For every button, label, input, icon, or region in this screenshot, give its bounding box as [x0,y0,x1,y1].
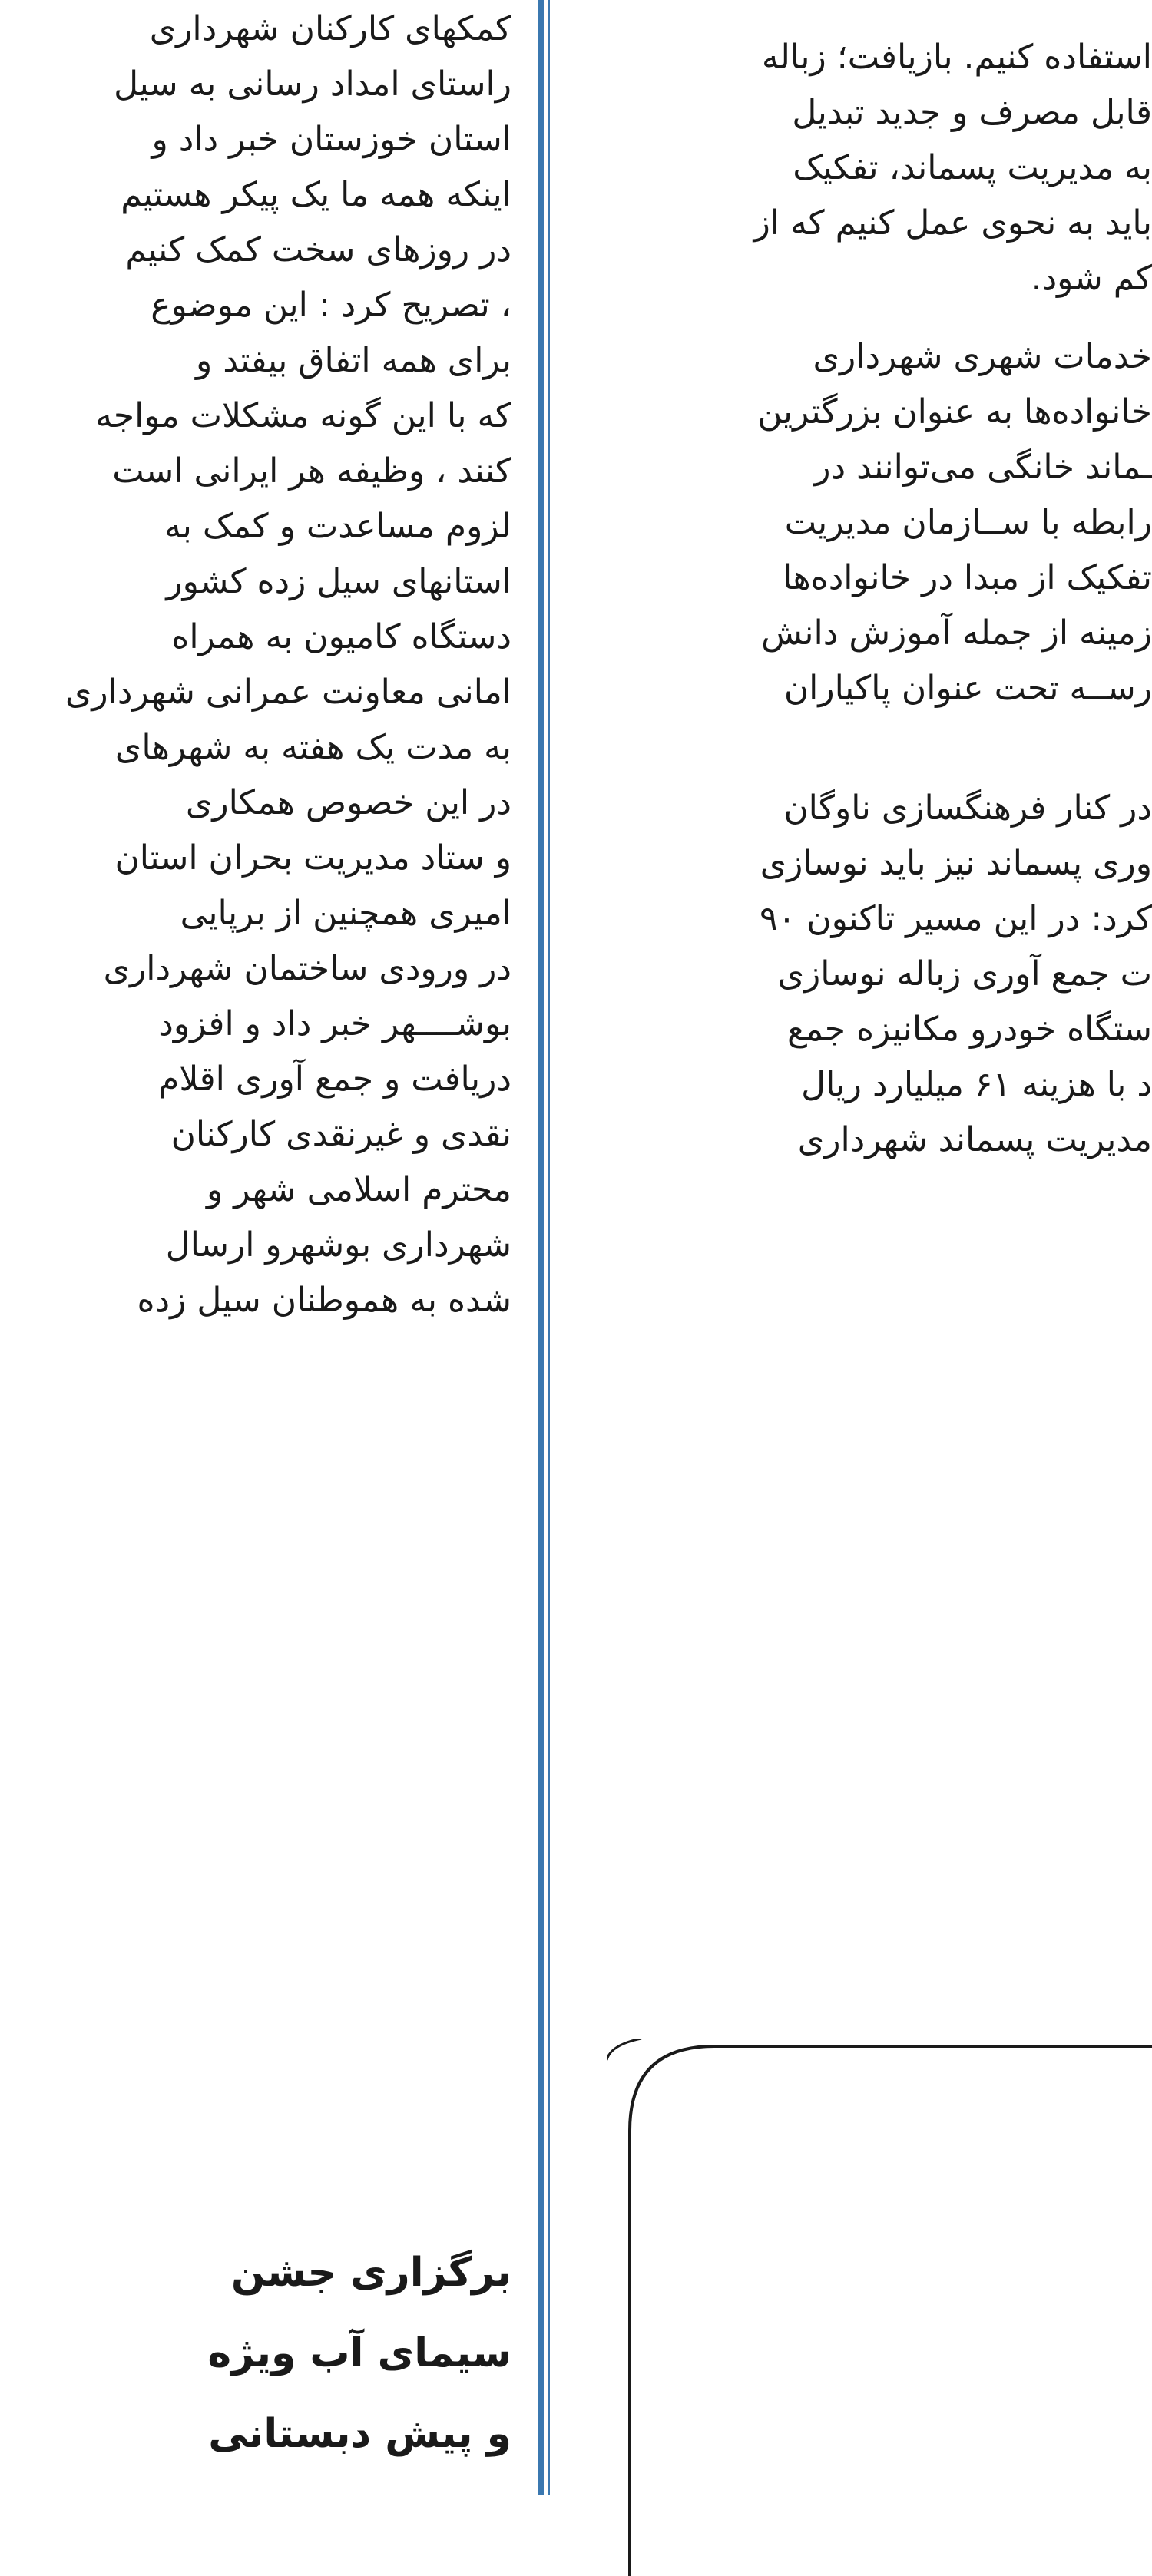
left-column [0,0,538,2495]
left-text-line: در روزهای سخت کمک کنیم [125,230,511,270]
left-text-line: به مدت یک هفته به شهرهای [114,728,511,767]
right-text-line: زمینه از جمله آموزش دانش [761,613,1152,653]
column-divider-inner [548,0,550,2495]
right-text-line: استفاده کنیم. بازیافت؛ زباله [761,38,1152,77]
left-text-line: دستگاه کامیون به همراه [171,617,511,656]
right-text-line: کرد: در این مسیر تاکنون ۹۰ [760,899,1152,938]
left-text-line: شهرداری بوشهرو ارسال [165,1225,511,1265]
left-text-line: استان خوزستان خبر داد و [151,120,511,159]
right-text-line: وری پسماند نیز باید نوسازی [760,844,1152,883]
right-text-line: تفکیک از مبدا در خانواده‌ها [783,558,1152,597]
section-heading-line: سیمای آب ویژه [207,2330,511,2376]
left-text-line: محترم اسلامی شهر و [207,1170,511,1209]
left-text-line: کنند ، وظیفه هر ایرانی است [112,451,511,491]
decorative-frame [607,2039,1152,2576]
left-text-line: ، تصریح کرد : این موضوع [151,286,511,325]
right-text-line: کم شود. [1031,259,1152,298]
right-text-line: ـماند خانگی می‌توانند در [814,448,1152,487]
left-text-line: و ستاد مدیریت بحران استان [114,838,511,878]
right-text-line: رابطه با ســازمان مدیریت [784,503,1152,542]
right-text-line: باید به نحوی عمل کنیم که از [753,203,1152,243]
right-text-line: به مدیریت پسماند، تفکیک [793,148,1152,187]
left-text-line: استانهای سیل زده کشور [166,562,511,601]
left-text-line: امانی معاونت عمرانی شهرداری [65,673,511,712]
right-text-line: در کنار فرهنگسازی ناوگان [783,789,1152,828]
left-text-line: برای همه اتفاق بیفتد و [195,341,511,380]
right-text-line: مدیریت پسماند شهرداری [797,1120,1152,1159]
left-text-line: در این خصوص همکاری [185,783,511,822]
left-text-line: اینکه همه ما یک پیکر هستیم [121,175,511,214]
right-text-line: رســه تحت عنوان پاکیاران [783,669,1152,708]
left-text-line: کمکهای کارکنان شهرداری [149,9,511,48]
left-text-line: بوشــــهر خبر داد و افزود [158,1004,511,1043]
section-heading-line: برگزاری جشن [230,2250,511,2296]
right-text-line: خدمات شهری شهرداری [813,337,1152,376]
left-text-line: لزوم مساعدت و کمک به [164,507,511,546]
left-text-line: که با این گونه مشکلات مواجه [95,396,511,435]
left-text-line: در ورودی ساختمان شهرداری [103,949,511,988]
right-text-line: ستگاه خودرو مکانیزه جمع [786,1010,1152,1049]
left-text-line: امیری همچنین از برپایی [180,894,511,933]
frame-border-inner [630,2046,1152,2131]
right-text-line: قابل مصرف و جدید تبدیل [792,93,1152,132]
right-text-line: ت جمع آوری زباله نوسازی [777,954,1152,994]
frame-corner-outer [607,2039,641,2060]
left-text-line: دریافت و جمع آوری اقلام [158,1060,511,1099]
right-text-line: د با هزینه ۶۱ میلیارد ریال [801,1065,1152,1104]
left-text-line: شده به هموطنان سیل زده [137,1281,511,1320]
left-text-line: راستای امداد رسانی به سیل [114,64,511,104]
section-heading-line: و پیش دبستانی [208,2411,511,2457]
left-text-line: نقدی و غیرنقدی کارکنان [170,1115,511,1154]
column-divider-outer [538,0,544,2495]
right-text-line: خانواده‌ها به عنوان بزرگترین [757,392,1152,432]
